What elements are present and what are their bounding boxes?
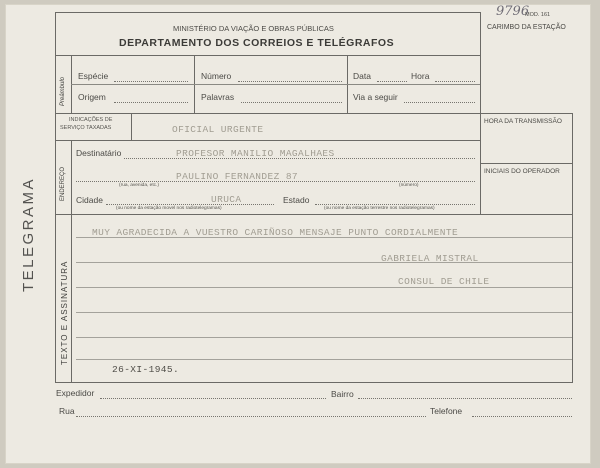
text-line-4: [76, 312, 572, 313]
recipient-name: PROFESOR MANILIO MAGALHAES: [176, 148, 335, 159]
service-label-2: SERVIÇO TAXADAS: [60, 125, 112, 131]
especie-label: Espécie: [78, 71, 109, 81]
frame-right: [572, 113, 573, 382]
address-bottom: [55, 214, 573, 215]
message-line-1: MUY AGRADECIDA A VUESTRO CARIÑOSO MENSAJE PUNTO CORDIALMENTE: [92, 227, 459, 238]
service-bottom: [55, 140, 480, 141]
message-title: CONSUL DE CHILE: [398, 276, 490, 287]
rua-label: Rua: [59, 406, 75, 416]
estado-field[interactable]: [315, 204, 475, 205]
operator-initials-label: INICIAIS DO OPERADOR: [484, 168, 560, 175]
rua-field[interactable]: [76, 416, 426, 417]
bairro-label: Bairro: [331, 389, 354, 399]
service-right: [480, 113, 481, 215]
text-bottom: [55, 382, 573, 383]
model-number: MOD. 161: [525, 12, 551, 18]
bairro-field[interactable]: [358, 398, 572, 399]
right-col-divider: [480, 163, 573, 164]
transmission-time-label: HORA DA TRANSMISSÃO: [484, 118, 562, 125]
street-address: PAULINO FERNANDEZ 87: [176, 171, 299, 182]
text-section-label: TEXTO E ASSINATURA: [60, 260, 69, 365]
street-hint: (rua, avenida, etc.): [119, 183, 159, 188]
preamble-row-divider: [71, 84, 480, 85]
service-value: OFICIAL URGENTE: [172, 124, 264, 135]
hora-label: Hora: [411, 71, 430, 81]
telefone-label: Telefone: [430, 406, 463, 416]
origem-label: Origem: [78, 92, 106, 102]
text-line-2: [76, 262, 572, 263]
palavras-field[interactable]: [241, 102, 342, 103]
numero-label: Número: [201, 71, 232, 81]
preamble-label: Preâmbulo: [60, 76, 66, 106]
service-label-1: INDICAÇÕES DE: [69, 117, 113, 123]
text-line-5: [76, 337, 572, 338]
cidade-label: Cidade: [76, 195, 103, 205]
data-label: Data: [353, 71, 371, 81]
frame-top: [55, 12, 480, 13]
estado-label: Estado: [283, 195, 310, 205]
preamble-bottom: [55, 113, 480, 114]
telegram-side-title: TELEGRAMA: [20, 176, 37, 292]
preamble-right: [480, 55, 481, 113]
message-date: 26-XI-1945.: [112, 364, 180, 375]
department-title: DEPARTAMENTO DOS CORREIOS E TELÉGRAFOS: [119, 37, 395, 49]
telefone-field[interactable]: [472, 416, 572, 417]
city-name: URUCA: [211, 194, 242, 205]
text-line-3: [76, 287, 572, 288]
postmark-label: CARIMBO DA ESTAÇÃO: [487, 24, 566, 31]
header-divider: [55, 55, 480, 56]
cidade-field[interactable]: [106, 204, 274, 205]
address-section-label: ENDEREÇO: [60, 166, 66, 201]
right-col-top: [480, 113, 572, 114]
expedidor-label: Expedidor: [56, 388, 95, 398]
message-signature: GABRIELA MISTRAL: [381, 253, 479, 264]
text-label-divider: [71, 214, 72, 382]
text-line-6: [76, 359, 572, 360]
address-label-divider: [71, 140, 72, 214]
number-hint: (número): [399, 183, 419, 188]
telegram-form: [6, 5, 590, 463]
data-field[interactable]: [377, 81, 407, 82]
service-label-divider: [131, 113, 132, 140]
state-hint: (ou nome da estação terrestre nos radiotelegramas): [324, 206, 435, 211]
via-field[interactable]: [404, 102, 475, 103]
especie-field[interactable]: [114, 81, 188, 82]
hora-field[interactable]: [435, 81, 475, 82]
via-label: Via a seguir: [353, 92, 398, 102]
expedidor-field[interactable]: [100, 398, 326, 399]
destinatario-label: Destinatário: [76, 148, 122, 158]
palavras-label: Palavras: [201, 92, 235, 102]
numero-field[interactable]: [238, 81, 342, 82]
city-hint: (ou nome da estação movel nos radiotelegramas): [116, 206, 222, 211]
origem-field[interactable]: [114, 102, 188, 103]
ministry-title: MINISTÉRIO DA VIAÇÃO E OBRAS PÚBLICAS: [173, 24, 334, 33]
handwritten-number: 9796: [496, 4, 530, 19]
frame-left: [55, 12, 56, 383]
